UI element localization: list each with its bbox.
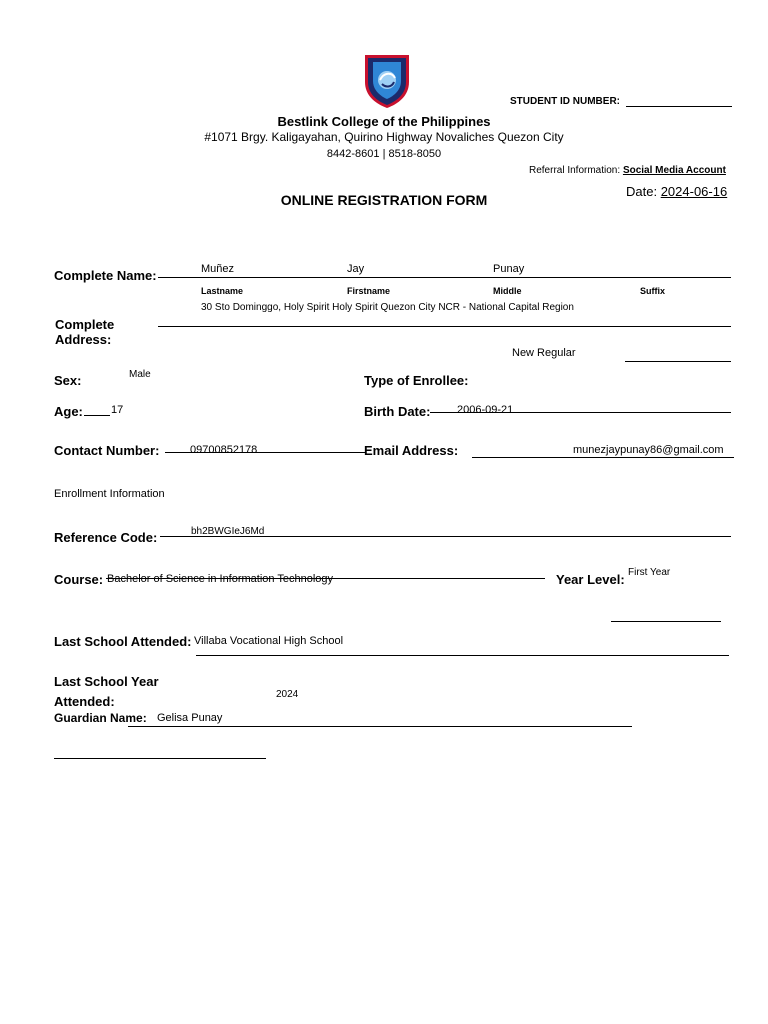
enrollment-info-heading: Enrollment Information: [54, 488, 165, 500]
middle-value: Punay: [493, 263, 525, 275]
lastname-value: Muñez: [201, 263, 235, 275]
reference-code-line[interactable]: [160, 536, 731, 537]
email-label: Email Address:: [364, 443, 459, 458]
enrollee-value: New Regular: [512, 347, 576, 359]
course-value: Bachelor of Science in Information Technology: [107, 573, 334, 585]
birth-date-line[interactable]: [430, 412, 731, 413]
contact-number-label: Contact Number:: [54, 443, 160, 458]
sex-value: Male: [129, 369, 151, 380]
address-value: 30 Sto Dominggo, Holy Spirit Holy Spirit Quezon City NCR - National Capital Region: [201, 302, 574, 313]
student-id-label: STUDENT ID NUMBER:: [510, 96, 620, 107]
firstname-caption: Firstname: [347, 286, 391, 296]
enrollee-line[interactable]: [625, 361, 731, 362]
birth-date-label: Birth Date:: [364, 404, 431, 419]
name-line[interactable]: [158, 277, 731, 278]
referral-info: [529, 165, 726, 176]
guardian-name-label: Guardian Name:: [54, 711, 147, 725]
last-school-year-value: 2024: [276, 689, 299, 700]
contact-number-line[interactable]: [165, 452, 365, 453]
date-field: [626, 184, 727, 199]
referral-value: Social Media Account: [622, 165, 726, 176]
course-line[interactable]: [106, 578, 545, 579]
guardian-name-value: Gelisa Punay: [157, 712, 223, 724]
age-label: Age:: [54, 404, 83, 419]
middle-caption: Middle: [493, 286, 522, 296]
last-school-line[interactable]: [196, 655, 729, 656]
suffix-caption: Suffix: [640, 286, 666, 296]
school-phone: 8442-8601 | 8518-8050: [326, 148, 442, 160]
signature-line[interactable]: [54, 758, 266, 759]
enrollee-label: Type of Enrollee:: [364, 373, 469, 388]
address-label-line1: Complete: [55, 317, 115, 332]
school-seal-icon: [362, 52, 412, 110]
year-level-line[interactable]: [611, 621, 721, 622]
year-level-value: First Year: [628, 567, 671, 578]
year-level-label: Year Level:: [556, 572, 625, 587]
school-name: Bestlink College of the Philippines: [277, 114, 491, 129]
firstname-value: Jay: [347, 263, 365, 275]
reference-code-label: Reference Code:: [54, 530, 158, 545]
school-address: #1071 Brgy. Kaligayahan, Quirino Highway Novaliches Quezon City: [204, 130, 564, 144]
address-label-line2: Address:: [55, 332, 112, 347]
guardian-name-line[interactable]: [128, 726, 632, 727]
form-title: ONLINE REGISTRATION FORM: [280, 192, 488, 208]
last-school-value: Villaba Vocational High School: [194, 635, 344, 647]
lastname-caption: Lastname: [201, 286, 244, 296]
date-label: Date:: [626, 184, 658, 199]
last-school-year-label-line1: Last School Year: [54, 674, 159, 689]
birth-date-value: 2006-09-21: [457, 404, 514, 416]
contact-number-value: 09700852178: [190, 444, 258, 456]
last-school-year-label-line2: Attended:: [54, 694, 115, 709]
address-line[interactable]: [158, 326, 731, 327]
email-value: munezjaypunay86@gmail.com: [573, 444, 724, 456]
complete-name-label: Complete Name:: [54, 268, 157, 283]
email-line[interactable]: [472, 457, 734, 458]
last-school-label: Last School Attended:: [54, 634, 192, 649]
student-id-line[interactable]: [626, 106, 732, 107]
date-value: 2024-06-16: [660, 184, 728, 199]
course-label: Course:: [54, 572, 104, 587]
sex-label: Sex:: [54, 373, 82, 388]
reference-code-value: bh2BWGIeJ6Md: [191, 526, 265, 537]
age-value: 17: [111, 404, 124, 416]
age-line[interactable]: [84, 415, 110, 416]
referral-label: Referral Information:: [529, 165, 621, 176]
